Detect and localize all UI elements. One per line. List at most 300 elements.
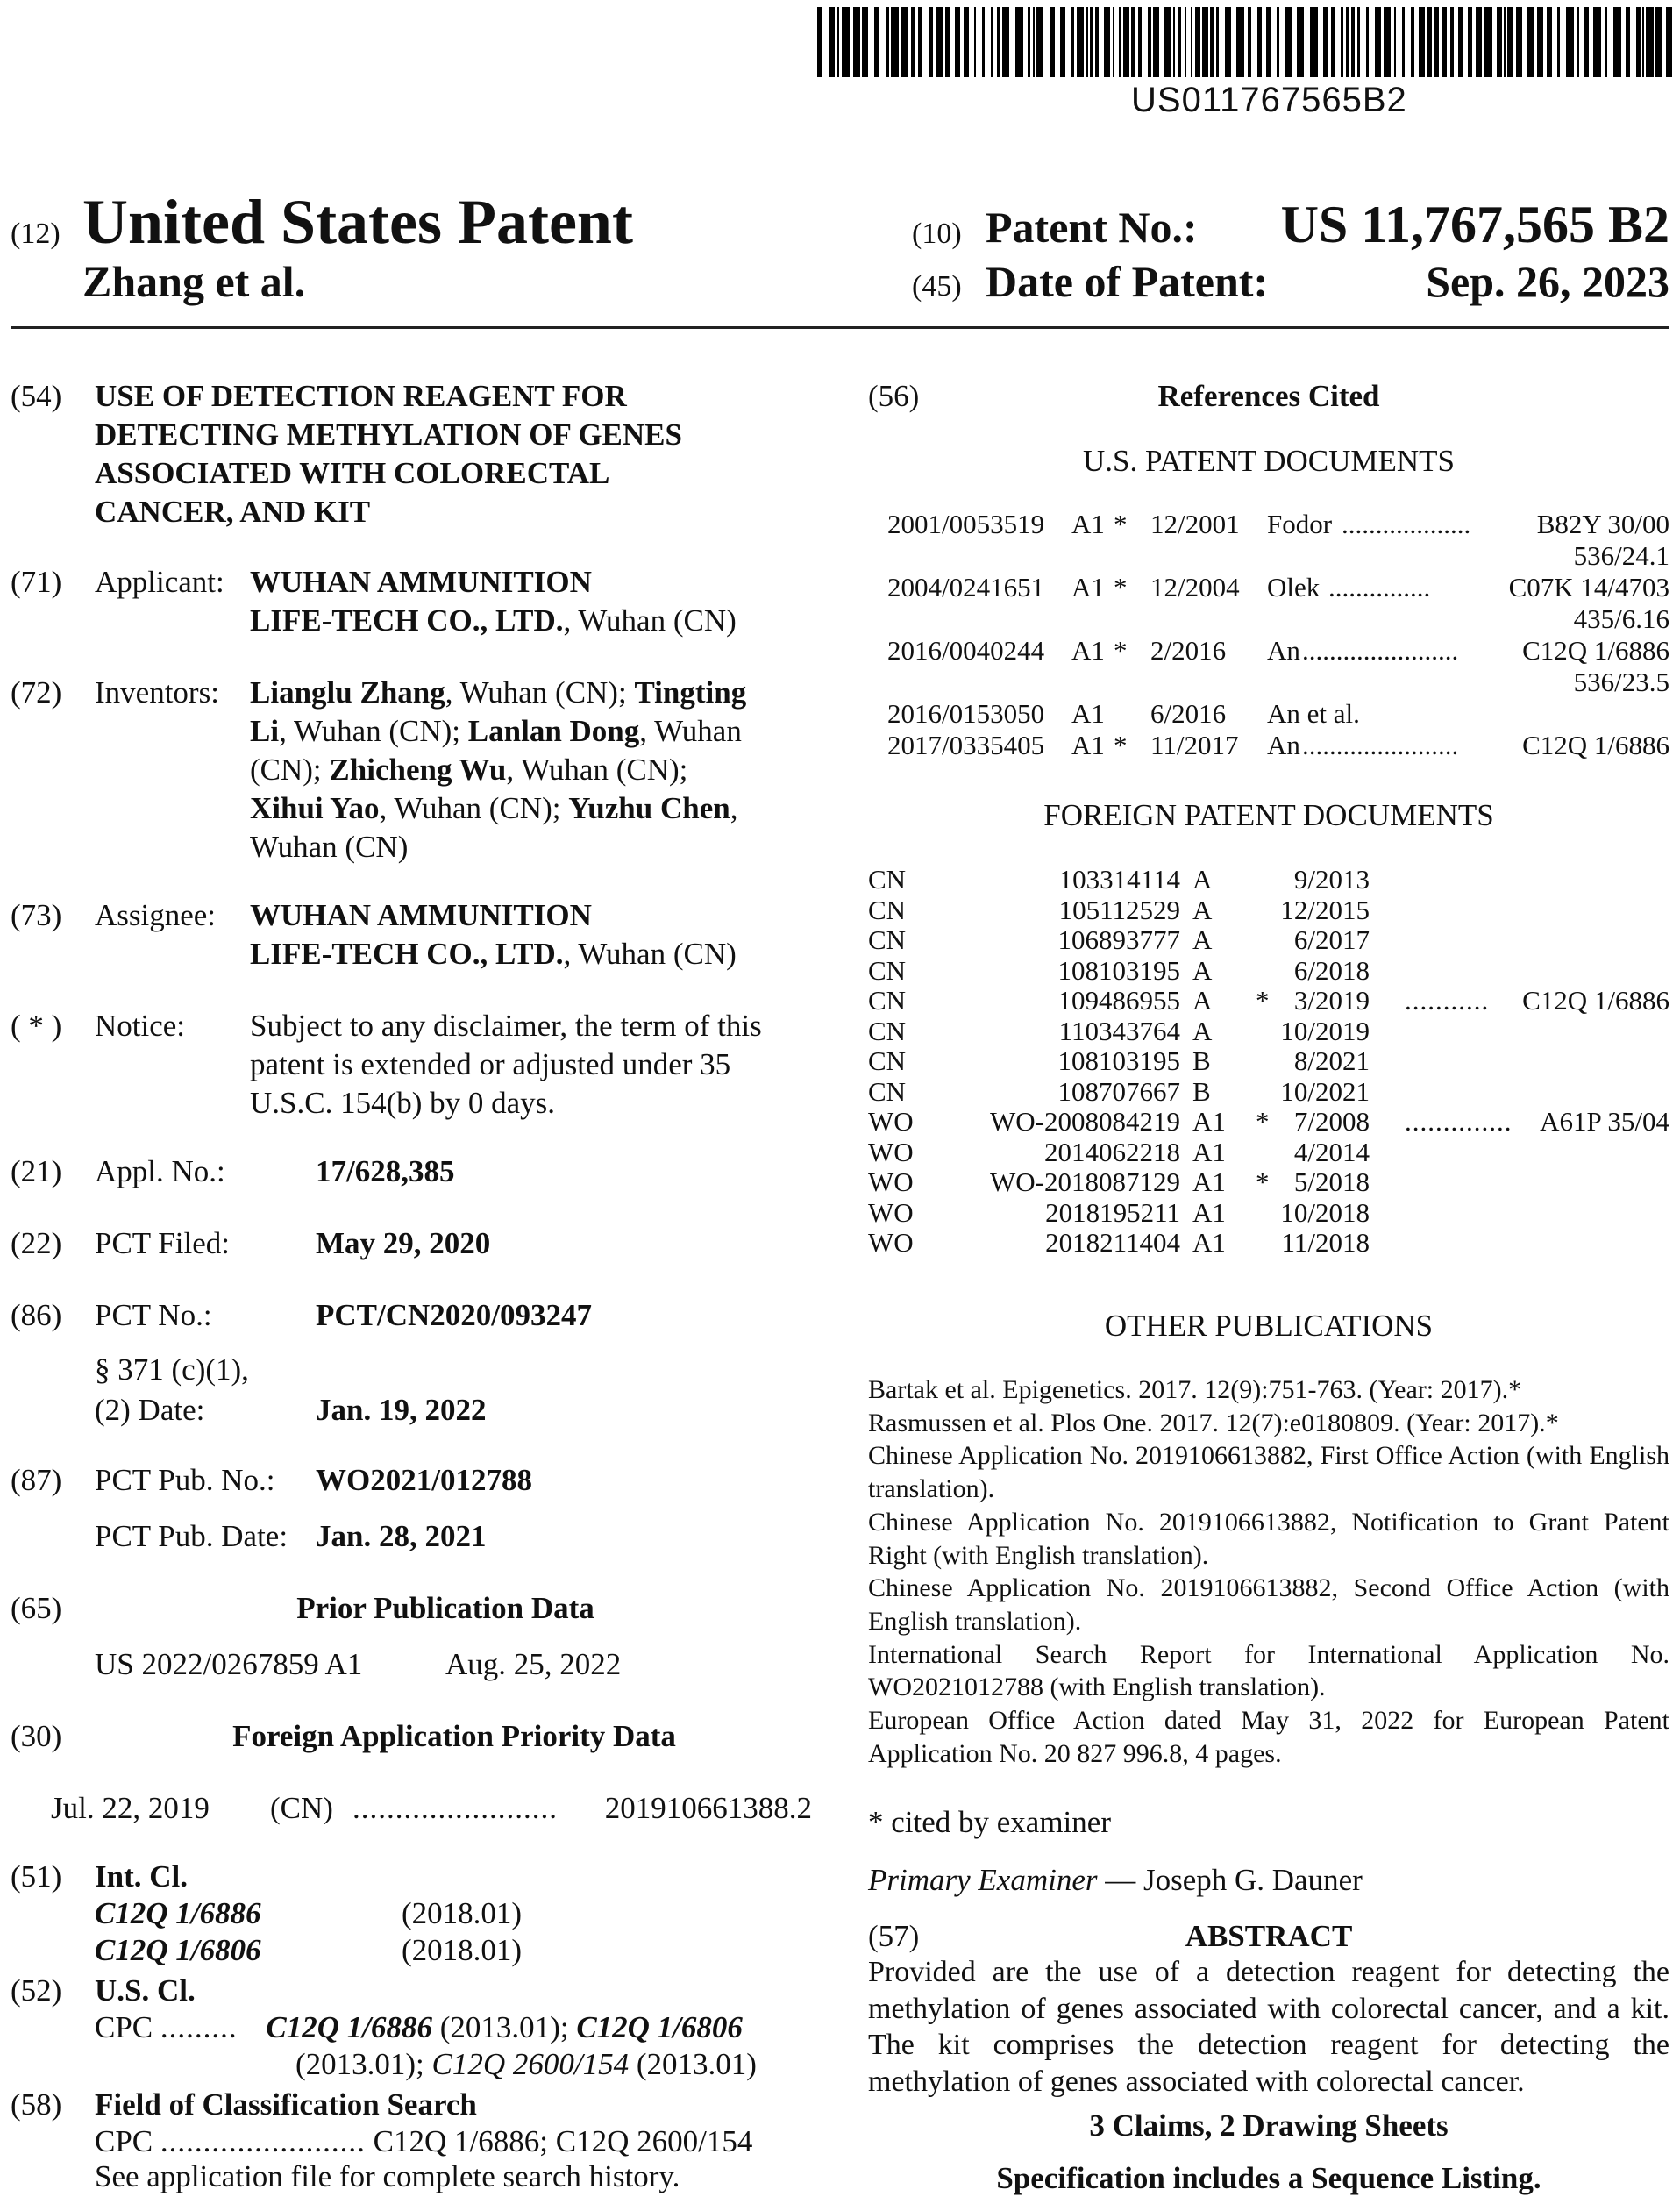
other-publication: European Office Action dated May 31, 2022 for European Patent Application No. 20 827 996.8, 4 pages.: [868, 1706, 1669, 1768]
barcode-bar: [1655, 7, 1662, 77]
field-code-86: (86): [11, 1298, 62, 1332]
barcode: [817, 7, 1672, 77]
pct-pub-no-label: PCT Pub. No.:: [95, 1463, 275, 1497]
barcode-bar: [1537, 7, 1543, 77]
foreign-patent-row: [868, 925, 1669, 956]
foreign-patent-dots: ...........: [1405, 985, 1490, 1016]
foreign-patent-row: [868, 1107, 1669, 1138]
barcode-bar: [1557, 7, 1560, 77]
barcode-bar: [1507, 7, 1513, 77]
barcode-bar: [1547, 7, 1552, 77]
foreign-patent-number: 110343764: [1058, 1015, 1180, 1046]
barcode-bar: [1351, 7, 1355, 77]
field-code-73: (73): [11, 898, 62, 932]
foreign-patent-kind: B: [1192, 1045, 1211, 1076]
foreign-patent-country: WO: [868, 1227, 914, 1258]
other-publications: [868, 1373, 1669, 1770]
barcode-bar: [945, 7, 950, 77]
barcode-bar: [1015, 7, 1023, 77]
foreign-patent-number: 103314114: [1058, 864, 1180, 895]
foreign-patent-row: [868, 1138, 1669, 1168]
foreign-patent-date: 9/2013: [1293, 864, 1370, 895]
foreign-patent-kind: A1: [1192, 1106, 1226, 1137]
us-patent-date: 12/2004: [1150, 572, 1240, 603]
us-patent-assignee: An: [1267, 635, 1300, 666]
search-history-note: See application file for complete search history.: [95, 2159, 680, 2193]
foreign-patent-country: WO: [868, 1166, 914, 1197]
date-of-patent-label: Date of Patent:: [986, 257, 1269, 306]
foreign-patent-date: 12/2015: [1280, 894, 1370, 925]
patent-type-title: United States Patent: [82, 187, 633, 257]
foreign-patent-date: 3/2019: [1293, 985, 1370, 1016]
barcode-bar: [1077, 7, 1084, 77]
barcode-bar: [1153, 7, 1159, 77]
barcode-bar: [1185, 7, 1186, 77]
us-patent-kind: A1: [1071, 572, 1105, 603]
foreign-patent-kind: B: [1192, 1075, 1211, 1107]
notice-line: patent is extended or adjusted under 35: [250, 1047, 731, 1081]
barcode-bar: [964, 7, 969, 77]
barcode-bar: [1138, 7, 1142, 77]
foreign-patent-kind: A: [1192, 985, 1213, 1016]
foreign-patent-number: WO-2018087129: [990, 1166, 1180, 1197]
foreign-patent-kind: A: [1192, 894, 1213, 925]
foreign-patent-kind: A1: [1192, 1166, 1226, 1197]
us-patent-class: C12Q 1/6886: [1522, 730, 1669, 760]
appl-no: 17/628,385: [316, 1154, 455, 1188]
barcode-bar: [1566, 7, 1574, 77]
us-patent-number: 2017/0335405: [887, 730, 1045, 760]
barcode-bar: [1028, 7, 1030, 77]
barcode-bar: [1577, 7, 1579, 77]
us-patent-documents-heading: U.S. PATENT DOCUMENTS: [1083, 444, 1455, 478]
priority-country: (CN): [270, 1791, 333, 1825]
applicant-name-line2: LIFE-TECH CO., LTD.: [250, 603, 564, 638]
pct-filed-label: PCT Filed:: [95, 1226, 230, 1260]
barcode-bar: [1323, 7, 1328, 77]
cpc-label: CPC: [95, 2010, 153, 2044]
foreign-patent-number: 108707667: [1057, 1075, 1180, 1107]
barcode-bar: [862, 7, 868, 77]
foreign-patent-row: [868, 865, 1669, 895]
barcode-bar: [1613, 7, 1621, 77]
field-code-72: (72): [11, 675, 62, 710]
barcode-bar: [1148, 7, 1151, 77]
patent-number-label: Patent No.:: [986, 203, 1198, 252]
cited-by-examiner-note: * cited by examiner: [868, 1805, 1111, 1839]
barcode-bar: [1411, 7, 1414, 77]
cpc-label: CPC: [95, 2124, 153, 2158]
section-371-label: § 371 (c)(1),: [95, 1352, 249, 1387]
other-publication: Bartak et al. Epigenetics. 2017. 12(9):751-763. (Year: 2017).*: [868, 1375, 1522, 1404]
foreign-patent-country: CN: [868, 1075, 907, 1107]
barcode-bar: [1297, 7, 1304, 77]
int-cl-version: (2018.01): [402, 1896, 523, 1930]
cpc-class: C12Q 1/6886: [266, 2010, 433, 2044]
foreign-patent-kind: A1: [1192, 1136, 1226, 1167]
barcode-bar: [1191, 7, 1192, 77]
abstract-heading: ABSTRACT: [1185, 1919, 1353, 1953]
invention-title-line: CANCER, AND KIT: [95, 495, 371, 529]
barcode-bar: [1402, 7, 1405, 77]
foreign-patent-number: WO-2008084219: [990, 1106, 1180, 1137]
barcode-bar: [1476, 7, 1482, 77]
field-code-57: (57): [868, 1919, 920, 1953]
cpc-version: (2013.01): [629, 2047, 757, 2081]
other-publication: Chinese Application No. 2019106613882, Notification to Grant Patent Right (with English translation).: [868, 1507, 1669, 1570]
barcode-bar: [1468, 7, 1472, 77]
barcode-bar: [1450, 7, 1454, 77]
field-code-52: (52): [11, 1973, 62, 2008]
barcode-bar: [997, 7, 1000, 77]
us-patent-class: C12Q 1/6886: [1522, 635, 1669, 666]
primary-examiner: [868, 1861, 1363, 1900]
us-patent-class: B82Y 30/00: [1536, 509, 1669, 539]
date-of-patent: Sep. 26, 2023: [1426, 257, 1669, 306]
other-publications-heading: OTHER PUBLICATIONS: [1104, 1309, 1434, 1343]
barcode-bar: [1202, 7, 1208, 77]
barcode-bar: [1642, 7, 1644, 77]
other-publication: Chinese Application No. 2019106613882, Second Office Action (with English translation).: [868, 1573, 1669, 1636]
foreign-patent-date: 6/2018: [1293, 954, 1370, 986]
barcode-bar: [1636, 7, 1641, 77]
barcode-bar: [1605, 7, 1607, 77]
field-code-10: (10): [912, 218, 962, 250]
pct-pub-date-label: PCT Pub. Date:: [95, 1519, 288, 1553]
us-patent-kind: A1: [1071, 635, 1105, 666]
barcode-bar: [1341, 7, 1343, 77]
barcode-bar: [1002, 7, 1009, 77]
inventor-location: , Wuhan: [639, 714, 742, 748]
inventor-name: Yuzhu Chen: [568, 791, 730, 825]
inventors: [250, 674, 746, 867]
us-patent-row: [887, 509, 1669, 540]
pct-no-label: PCT No.:: [95, 1298, 212, 1332]
barcode-bar: [1427, 7, 1432, 77]
cpc-dots: ........................: [160, 2124, 366, 2158]
foreign-patent-country: WO: [868, 1106, 914, 1137]
barcode-bar: [1071, 7, 1074, 77]
barcode-bar: [1248, 7, 1251, 77]
foreign-patent-country: WO: [868, 1196, 914, 1228]
barcode-bar: [1236, 7, 1244, 77]
barcode-bar: [1036, 7, 1043, 77]
foreign-patent-number: 108103195: [1057, 1045, 1180, 1076]
us-patent-star: *: [1114, 635, 1128, 666]
us-cl-cpc: [95, 2008, 743, 2047]
us-patent-row: [887, 635, 1669, 667]
foreign-patent-row: [868, 1016, 1669, 1047]
field-code-54: (54): [11, 379, 62, 413]
barcode-bar: [1123, 7, 1129, 77]
barcode-bar: [1225, 7, 1231, 77]
barcode-bar: [1442, 7, 1447, 77]
foreign-patent-star: *: [1256, 985, 1270, 1016]
prior-publication-number: US 2022/0267859 A1: [95, 1647, 363, 1681]
int-cl-heading: Int. Cl.: [95, 1859, 188, 1894]
us-patent-assignee: Fodor: [1267, 509, 1333, 539]
us-patent-star: *: [1114, 730, 1128, 760]
barcode-bar: [1357, 7, 1360, 77]
barcode-bar: [1434, 7, 1439, 77]
us-patent-assignee: An: [1267, 730, 1300, 760]
foreign-patent-date: 6/2017: [1293, 924, 1370, 955]
barcode-bar: [1394, 7, 1396, 77]
assignee-name-line2: LIFE-TECH CO., LTD.: [250, 937, 564, 971]
barcode-bar: [1033, 7, 1035, 77]
foreign-patent-date: 11/2018: [1281, 1227, 1370, 1258]
barcode-bar: [974, 7, 976, 77]
foreign-patent-number: 2014062218: [1044, 1136, 1180, 1167]
us-patent-star: *: [1114, 509, 1128, 539]
us-patent-dots: ...................: [1342, 509, 1471, 539]
field-code-30: (30): [11, 1719, 62, 1753]
foreign-patent-date: 7/2008: [1293, 1106, 1370, 1137]
int-cl-version: (2018.01): [402, 1933, 523, 1967]
barcode-bar: [1626, 7, 1630, 77]
barcode-bar: [829, 7, 835, 77]
barcode-bar: [1527, 7, 1534, 77]
barcode-bar: [1119, 7, 1121, 77]
cpc-value: C12Q 1/6886; C12Q 2600/154: [373, 2124, 753, 2158]
foreign-patent-date: 4/2014: [1293, 1136, 1370, 1167]
foreign-patent-row: [868, 1077, 1669, 1108]
assignee-location: , Wuhan (CN): [563, 937, 737, 971]
inventor-location: ,: [730, 791, 738, 825]
cpc-class: C12Q 2600/154: [431, 2047, 630, 2081]
barcode-bar: [1277, 7, 1279, 77]
barcode-bar: [1310, 7, 1318, 77]
foreign-patent-row: [868, 986, 1669, 1016]
other-publication: International Search Report for International Application No. WO2021012788 (with English translation).: [868, 1639, 1669, 1702]
cpc-class: C12Q 1/6806: [576, 2010, 743, 2044]
inventor-name: Lianglu Zhang: [250, 675, 445, 710]
claims-and-drawings: 3 Claims, 2 Drawing Sheets: [1089, 2108, 1449, 2143]
cpc-dots: .........: [160, 2010, 238, 2044]
patent-number: US 11,767,565 B2: [1280, 196, 1669, 253]
foreign-patent-country: CN: [868, 864, 907, 895]
foreign-patent-dots: ..............: [1405, 1106, 1513, 1137]
us-cl-heading: U.S. Cl.: [95, 1973, 196, 2008]
inventor-name: Tingting: [634, 675, 747, 710]
pct-no: PCT/CN2020/093247: [316, 1298, 592, 1332]
inventors-label: Inventors:: [95, 675, 219, 710]
applicant-location: , Wuhan (CN): [563, 603, 737, 638]
barcode-bar: [1584, 7, 1589, 77]
barcode-bar: [936, 7, 943, 77]
inventor-name: Li: [250, 714, 280, 748]
foreign-patent-row: [868, 895, 1669, 926]
foreign-patent-country: CN: [868, 894, 907, 925]
barcode-bar: [901, 7, 908, 77]
barcode-bar: [1257, 7, 1262, 77]
notice-line: Subject to any disclaimer, the term of this: [250, 1009, 762, 1043]
barcode-bar: [1266, 7, 1271, 77]
authors: Zhang et al.: [82, 257, 306, 306]
foreign-patent-number: 108103195: [1057, 954, 1180, 986]
prior-publication-date: Aug. 25, 2022: [445, 1647, 622, 1681]
int-cl-class: C12Q 1/6806: [95, 1933, 261, 1967]
priority-date: Jul. 22, 2019: [51, 1791, 210, 1825]
foreign-patent-date: 8/2021: [1293, 1045, 1370, 1076]
foreign-patent-class: A61P 35/04: [1540, 1106, 1669, 1137]
abstract-text: Provided are the use of a detection reagent for detecting the methylation of genes associated with colorectal cancer, and a kit. The kit comprises the detection reagent for detecting the methylation of genes associated with colorectal cancer.: [868, 1956, 1669, 2098]
barcode-bar: [1458, 7, 1463, 77]
barcode-bar: [991, 7, 993, 77]
pct-pub-date: Jan. 28, 2021: [316, 1519, 487, 1553]
barcode-bar: [955, 7, 960, 77]
notice-text: [250, 1007, 762, 1123]
cpc-version: (2013.01);: [432, 2010, 577, 2044]
field-code-56: (56): [868, 379, 920, 413]
inventor-location: , Wuhan (CN);: [445, 675, 635, 710]
barcode-bar: [1164, 7, 1171, 77]
barcode-bar: [1666, 7, 1672, 77]
foreign-patent-row: [868, 1167, 1669, 1198]
appl-no-label: Appl. No.:: [95, 1154, 225, 1188]
header-rule: [11, 326, 1669, 329]
foreign-patent-number: 2018195211: [1045, 1196, 1180, 1228]
foreign-patent-documents-heading: FOREIGN PATENT DOCUMENTS: [1043, 798, 1494, 832]
us-patent-date: 12/2001: [1150, 509, 1240, 539]
barcode-bar: [1060, 7, 1065, 77]
int-cl-class: C12Q 1/6886: [95, 1896, 261, 1930]
foreign-patent-number: 2018211404: [1045, 1227, 1180, 1258]
foreign-patent-row: [868, 956, 1669, 987]
barcode-bar: [853, 7, 860, 77]
foreign-patent-star: *: [1256, 1166, 1270, 1197]
section-371-date: Jan. 19, 2022: [316, 1393, 487, 1427]
barcode-bar: [1086, 7, 1088, 77]
foreign-patent-date: 10/2018: [1280, 1196, 1370, 1228]
us-patent-kind: A1: [1071, 730, 1105, 760]
priority-number: 201910661388.2: [604, 1791, 812, 1825]
field-code-notice: ( * ): [11, 1009, 62, 1043]
field-code-22: (22): [11, 1226, 62, 1260]
primary-examiner-name: Joseph G. Dauner: [1143, 1863, 1363, 1897]
primary-examiner-sep: —: [1097, 1863, 1143, 1897]
us-patent-number: 2001/0053519: [887, 509, 1045, 539]
us-patent-number: 2016/0153050: [887, 698, 1045, 729]
barcode-bar: [1346, 7, 1349, 77]
notice-label: Notice:: [95, 1009, 186, 1043]
pct-filed-date: May 29, 2020: [316, 1226, 491, 1260]
foreign-patent-country: CN: [868, 985, 907, 1016]
barcode-bar: [1178, 7, 1181, 77]
notice-line: U.S.C. 154(b) by 0 days.: [250, 1086, 556, 1120]
invention-title: [95, 377, 682, 531]
us-patent-class: C07K 14/4703: [1508, 572, 1669, 603]
assignee: [250, 896, 737, 974]
barcode-bar: [982, 7, 985, 77]
foreign-patent-kind: A1: [1192, 1196, 1226, 1228]
field-code-58: (58): [11, 2087, 62, 2122]
barcode-bar: [1504, 7, 1506, 77]
us-patent-number: 2016/0040244: [887, 635, 1045, 666]
cpc-version: (2013.01);: [295, 2047, 432, 2081]
foreign-patent-number: 106893777: [1057, 924, 1180, 955]
barcode-bar: [874, 7, 879, 77]
barcode-bar: [911, 7, 915, 77]
barcode-bar: [1216, 7, 1219, 77]
invention-title-line: DETECTING METHYLATION OF GENES: [95, 417, 682, 452]
field-code-21: (21): [11, 1154, 62, 1188]
field-code-87: (87): [11, 1463, 62, 1497]
inventor-location: (CN);: [250, 753, 330, 787]
other-publication: Chinese Application No. 2019106613882, First Office Action (with English translation).: [868, 1441, 1669, 1504]
invention-title-line: USE OF DETECTION REAGENT FOR: [95, 379, 627, 413]
us-patent-row: [887, 572, 1669, 603]
us-patent-dots: ...............: [1328, 572, 1431, 603]
foreign-patent-date: 10/2019: [1280, 1015, 1370, 1046]
barcode-bar: [1419, 7, 1425, 77]
barcode-bar: [1331, 7, 1335, 77]
foreign-patent-star: *: [1256, 1106, 1270, 1137]
foreign-patent-row: [868, 1046, 1669, 1077]
barcode-bar: [1646, 7, 1654, 77]
assignee-name-line1: WUHAN AMMUNITION: [250, 898, 592, 932]
barcode-bar: [918, 7, 922, 77]
foreign-patent-kind: A: [1192, 954, 1213, 986]
field-code-12: (12): [11, 218, 61, 250]
inventor-location: , Wuhan (CN);: [506, 753, 688, 787]
barcode-bar: [929, 7, 933, 77]
field-code-65: (65): [11, 1591, 62, 1625]
barcode-bar: [1366, 7, 1369, 77]
field-code-45: (45): [912, 270, 962, 303]
applicant: [250, 563, 737, 640]
foreign-patent-country: CN: [868, 1045, 907, 1076]
foreign-patent-date: 5/2018: [1293, 1166, 1370, 1197]
barcode-bar: [1195, 7, 1200, 77]
barcode-bar: [1095, 7, 1099, 77]
us-patent-dots: .......................: [1302, 635, 1459, 666]
barcode-bar: [1090, 7, 1093, 77]
prior-publication-heading: Prior Publication Data: [296, 1591, 594, 1625]
barcode-bar: [1593, 7, 1601, 77]
other-publication: Rasmussen et al. Plos One. 2017. 12(7):e0180809. (Year: 2017).*: [868, 1408, 1559, 1437]
field-code-71: (71): [11, 565, 62, 599]
us-patent-star: *: [1114, 572, 1128, 603]
barcode-bar: [1285, 7, 1292, 77]
us-patent-kind: A1: [1071, 698, 1105, 729]
inventor-name: Xihui Yao: [250, 791, 380, 825]
us-patent-subclass: 536/24.1: [1573, 540, 1669, 571]
barcode-bar: [1375, 7, 1381, 77]
foreign-patent-number: 109486955: [1057, 985, 1180, 1016]
inventor-location: , Wuhan (CN);: [279, 714, 468, 748]
barcode-bar: [891, 7, 899, 77]
foreign-patent-kind: A1: [1192, 1227, 1226, 1258]
barcode-bar: [842, 7, 850, 77]
us-patent-subclass: 435/6.16: [1573, 603, 1669, 634]
barcode-bar: [1516, 7, 1522, 77]
foreign-patent-number: 105112529: [1058, 894, 1180, 925]
sequence-listing-note: Specification includes a Sequence Listing.: [996, 2161, 1541, 2195]
pct-pub-no: WO2021/012788: [316, 1463, 532, 1497]
us-patent-assignee: An et al.: [1267, 698, 1360, 729]
foreign-priority-heading: Foreign Application Priority Data: [232, 1719, 676, 1753]
search-field-heading: Field of Classification Search: [95, 2087, 477, 2122]
us-patent-number: 2004/0241651: [887, 572, 1045, 603]
search-field-cpc: [95, 2122, 752, 2161]
inventor-location: Wuhan (CN): [250, 830, 409, 864]
assignee-label: Assignee:: [95, 898, 217, 932]
foreign-patent-country: WO: [868, 1136, 914, 1167]
barcode-bar: [817, 7, 822, 77]
us-patent-date: 2/2016: [1150, 635, 1227, 666]
us-patent-row: [887, 698, 1669, 730]
